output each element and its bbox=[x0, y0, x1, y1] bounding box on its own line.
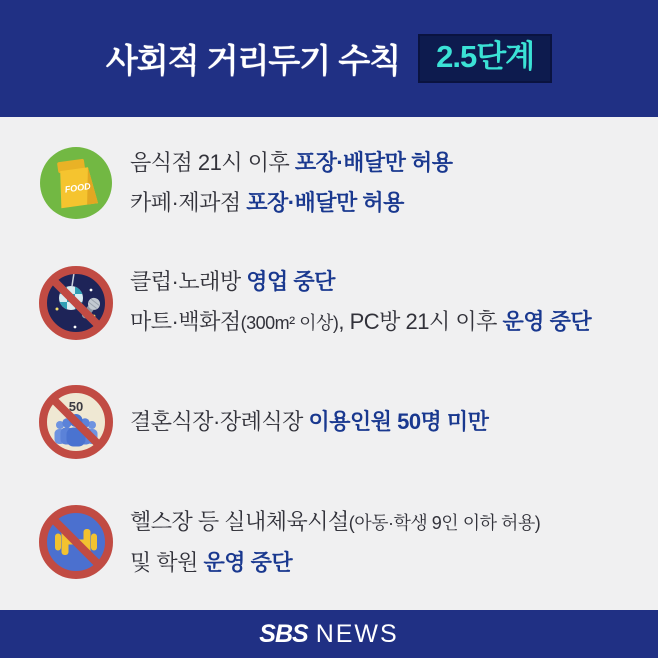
rule-row-restaurant bbox=[0, 128, 658, 238]
header bbox=[0, 0, 658, 117]
rules-list bbox=[0, 117, 658, 610]
rule-text-line: 카페·제과점 포장·배달만 허용 bbox=[130, 189, 404, 215]
rule-row-gathering bbox=[0, 367, 658, 477]
no-50-gathering-icon bbox=[38, 384, 114, 460]
footer bbox=[0, 610, 658, 658]
page-title: 사회적 거리두기 수칙 bbox=[105, 42, 401, 79]
rule-text-line: 헬스장 등 실내체육시설(아동·학생 9인 이하 허용) bbox=[130, 508, 541, 534]
no-club-karaoke-icon bbox=[38, 265, 114, 341]
rule-row-club bbox=[0, 248, 658, 358]
rule-text-line: 음식점 21시 이후 포장·배달만 허용 bbox=[130, 149, 453, 175]
food-bag-label: FOOD bbox=[64, 180, 92, 195]
rule-text-line: 마트·백화점(300m² 이상), PC방 21시 이후 운영 중단 bbox=[130, 309, 592, 335]
rule-text-line: 및 학원 운영 중단 bbox=[130, 549, 293, 575]
sbs-logo: SBS bbox=[259, 619, 308, 648]
rule-text bbox=[130, 262, 591, 343]
rule-text-line: 클럽·노래방 영업 중단 bbox=[130, 269, 335, 295]
rule-text bbox=[130, 402, 488, 442]
food-bag-icon bbox=[38, 145, 114, 221]
rule-row-gym bbox=[0, 487, 658, 597]
no-gym-icon bbox=[38, 504, 114, 580]
gathering-limit-label: 50 bbox=[68, 399, 84, 415]
sbs-news-label: NEWS bbox=[315, 619, 399, 648]
rule-text bbox=[130, 143, 453, 223]
rule-text-line: 결혼식장·장례식장 이용인원 50명 미만 bbox=[130, 409, 489, 435]
level-badge: 2.5단계 bbox=[418, 34, 552, 83]
rule-text bbox=[130, 502, 540, 583]
